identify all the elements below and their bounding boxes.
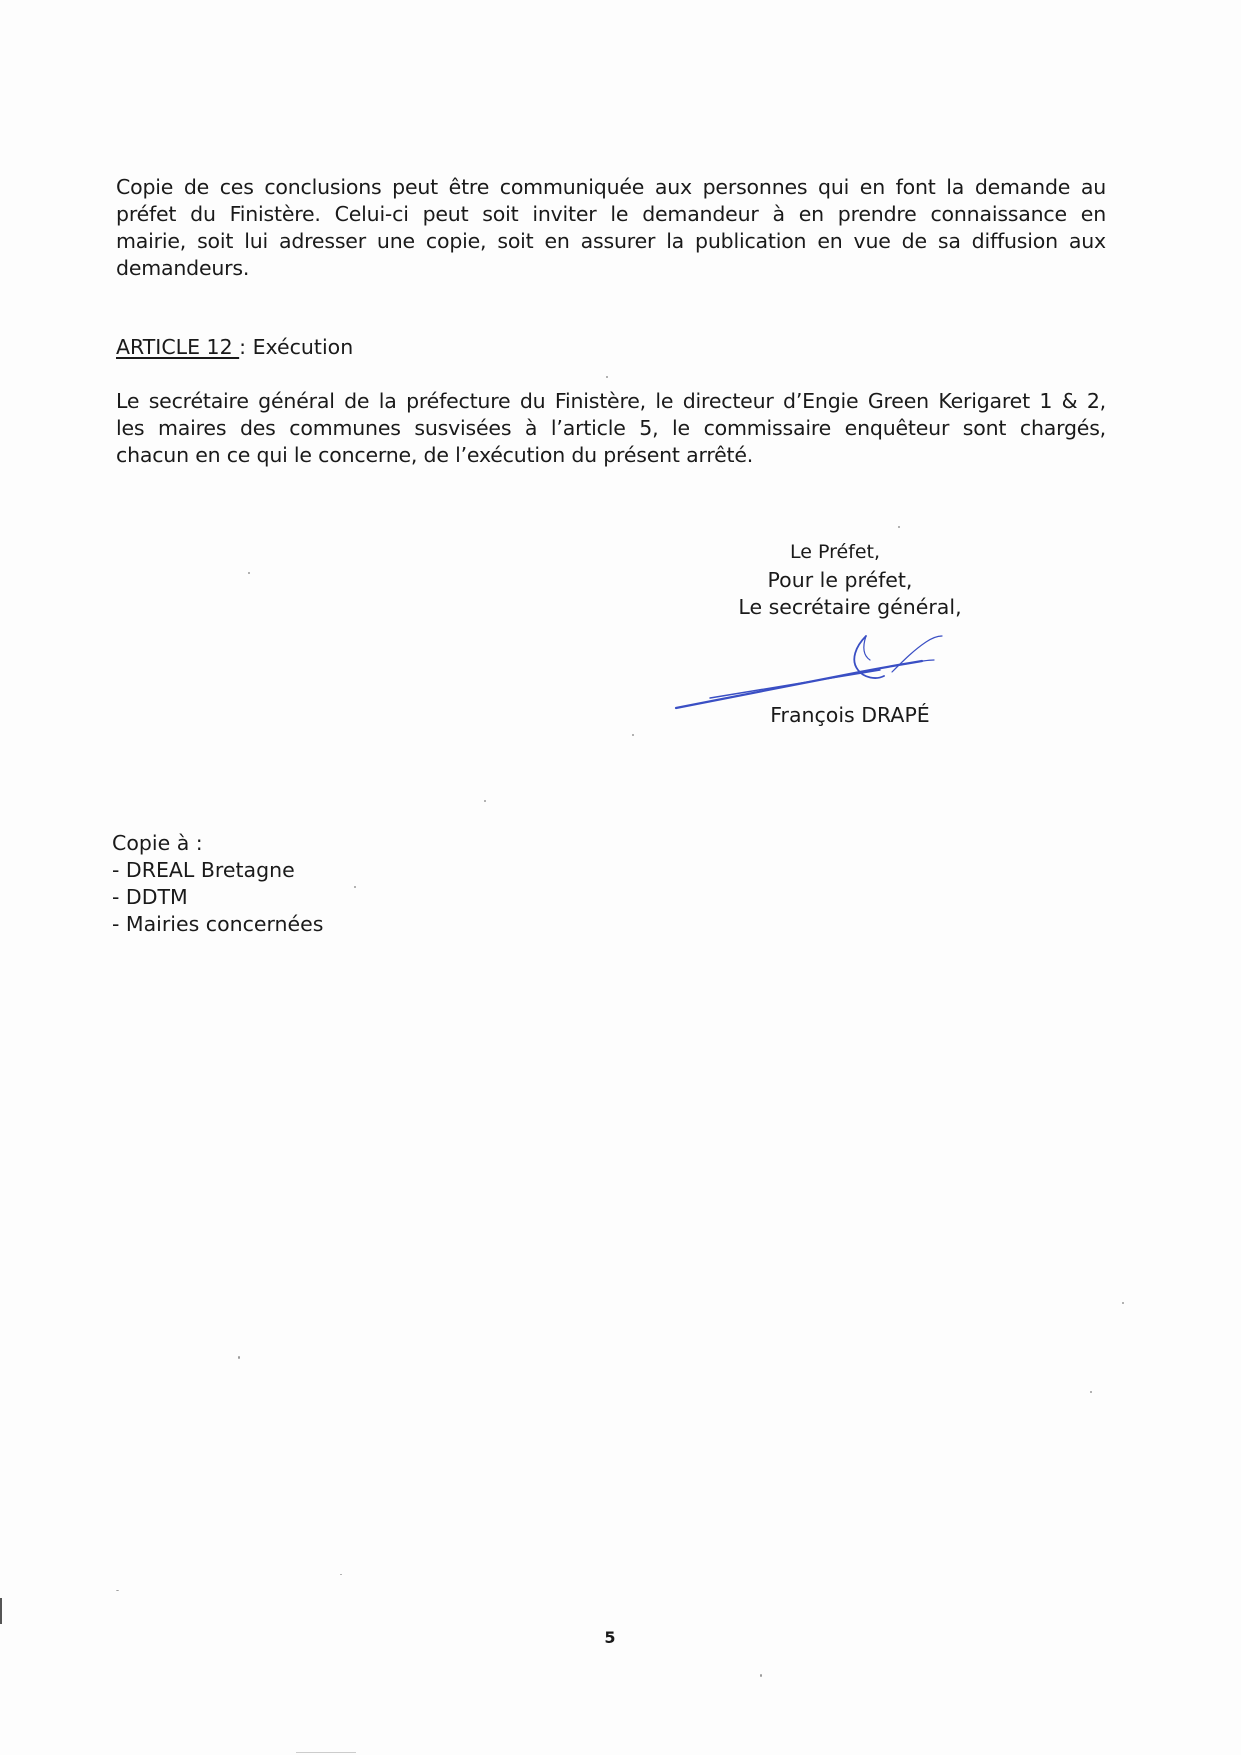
scan-edge-mark [0,1598,2,1624]
scan-speck [116,1590,119,1591]
scan-edge-mark [296,1752,356,1753]
signatory-name: François DRAPÉ [770,703,930,727]
scan-speck [340,1574,342,1575]
copies-heading: Copie à : [112,831,203,855]
paragraph-line: préfet du Finistère. Celui-ci peut soit inviter le demandeur à en prendre connaissance en [116,202,1106,226]
scan-speck [238,1356,240,1359]
article-separator: : [239,335,253,359]
conclusions-paragraph [116,174,1106,282]
scan-speck [760,1674,762,1677]
paragraph-line: mairie, soit lui adresser une copie, soit en assurer la publication en vue de sa diffusion aux [116,229,1106,253]
scan-speck [354,886,356,888]
scan-speck [606,376,608,378]
scan-speck [484,800,486,802]
scan-speck [1122,1302,1124,1304]
copies-list [112,830,323,938]
article-label: ARTICLE 12 [116,335,240,359]
article-12-heading [116,334,353,361]
paragraph-line: Copie de ces conclusions peut être communiquée aux personnes qui en font la demande au [116,175,1106,199]
copy-recipient: - DDTM [112,885,188,909]
article-title: Exécution [252,335,354,359]
signature-title-secretaire: Le secrétaire général, [738,595,962,619]
scan-speck [632,734,634,736]
paragraph-line: demandeurs. [116,256,250,280]
paragraph-line: chacun en ce qui le concerne, de l’exécution du présent arrêté. [116,443,754,467]
paragraph-line: les maires des communes susvisées à l’article 5, le commissaire enquêteur sont chargés, [116,416,1106,440]
scan-speck [248,572,250,574]
handwritten-signature [670,620,970,710]
page-number: 5 [604,1628,616,1647]
paragraph-line: Le secrétaire général de la préfecture du Finistère, le directeur d’Engie Green Kerigaret 1 & 2, [116,389,1106,413]
signature-title-pour: Pour le préfet, [767,568,913,592]
signature-title-prefet: Le Préfet, [789,541,881,563]
copy-recipient: - Mairies concernées [112,912,324,936]
execution-paragraph [116,388,1106,469]
scan-speck [1090,1391,1092,1393]
scan-speck [898,526,900,528]
copy-recipient: - DREAL Bretagne [112,858,295,882]
